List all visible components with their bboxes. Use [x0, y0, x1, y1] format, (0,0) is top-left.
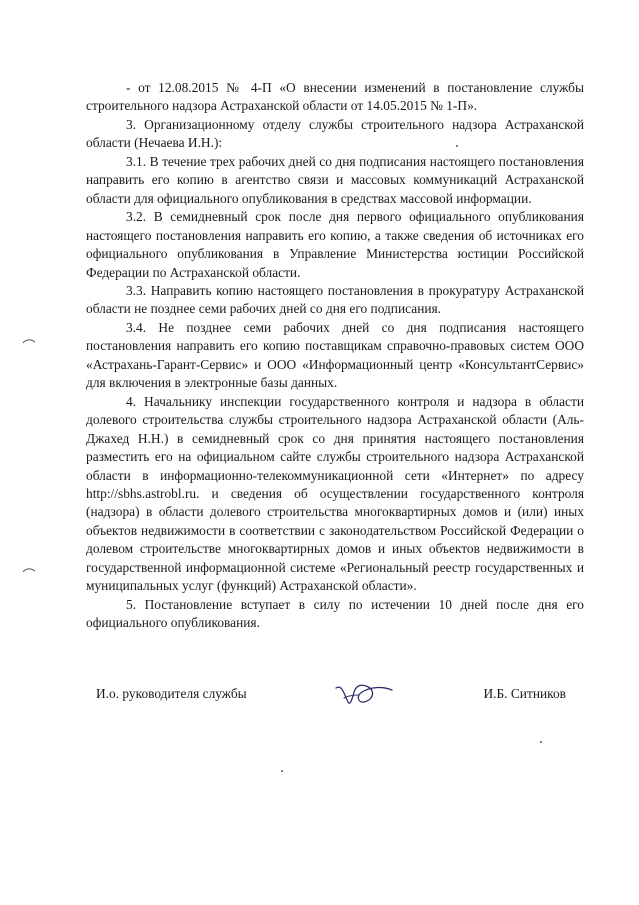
paragraph-5: 5. Постановление вступает в силу по истечении 10 дней после дня его официального опубликования.	[86, 596, 584, 631]
signatory-title: И.о. руководителя службы	[96, 686, 247, 701]
scan-edge-mark	[22, 338, 36, 344]
scan-speck	[540, 741, 542, 743]
scan-edge-mark	[22, 567, 36, 573]
paragraph-3: 3. Организационному отделу службы строительного надзора Астраханской области (Нечаева И.Н.):	[86, 116, 584, 151]
paragraph-3-1: 3.1. В течение трех рабочих дней со дня подписания настоящего постановления направить его копию в агентство связи и массовых коммуникаций Астраханской области для официального опубликования в средствах массовой информации.	[86, 153, 584, 206]
signatory-name: И.Б. Ситников	[483, 686, 566, 701]
paragraph-4: 4. Начальнику инспекции государственного контроля и надзора в области долевого строительства службы строительного надзора Астраханской области (Аль-Джахед Н.Н.) в семидневный срок со дня принятия настоящего постановления разместить его на официальном сайте службы строительного надзора Астраханской области в информационно-телекоммуникационной сети «Интернет» по адресу http://sbhs.astrobl.ru. и сведения об осуществлении государственного контроля (надзора) в области долевого строительства многоквартирных домов и (или) иных объектов недвижимости в соответствии с законодательством Российской Федерации о долевом строительстве многоквартирных домов и иных объектов недвижимости в государственной информационной системе «Региональный реестр государственных и муниципальных услуг (функций) Астраханской области».	[86, 393, 584, 594]
paragraph-3-3: 3.3. Направить копию настоящего постановления в прокуратуру Астраханской области не позднее семи рабочих дней со дня его подписания.	[86, 282, 584, 317]
paragraph-3-2: 3.2. В семидневный срок после дня первого официального опубликования настоящего постановления направить его копию, а также сведения об источниках его официального опубликования в Управление Министерства юстиции Российской Федерации по Астраханской области.	[86, 209, 584, 280]
scan-speck	[281, 770, 283, 772]
scan-speck	[456, 145, 458, 147]
signature-block	[86, 680, 584, 710]
handwritten-signature	[330, 680, 400, 710]
paragraph-3-4: 3.4. Не позднее семи рабочих дней со дня подписания настоящего постановления направить его копию поставщикам справочно-правовых систем ООО «Астрахань-Гарант-Сервис» и ООО «Информационный центр «КонсультантСервис» для включения в электронные базы данных.	[86, 319, 584, 391]
document-body	[86, 79, 584, 633]
paragraph-amendment-ref: - от 12.08.2015 № 4-П «О внесении изменений в постановление службы строительного надзора Астраханской области от 14.05.2015 № 1-П».	[86, 80, 584, 114]
